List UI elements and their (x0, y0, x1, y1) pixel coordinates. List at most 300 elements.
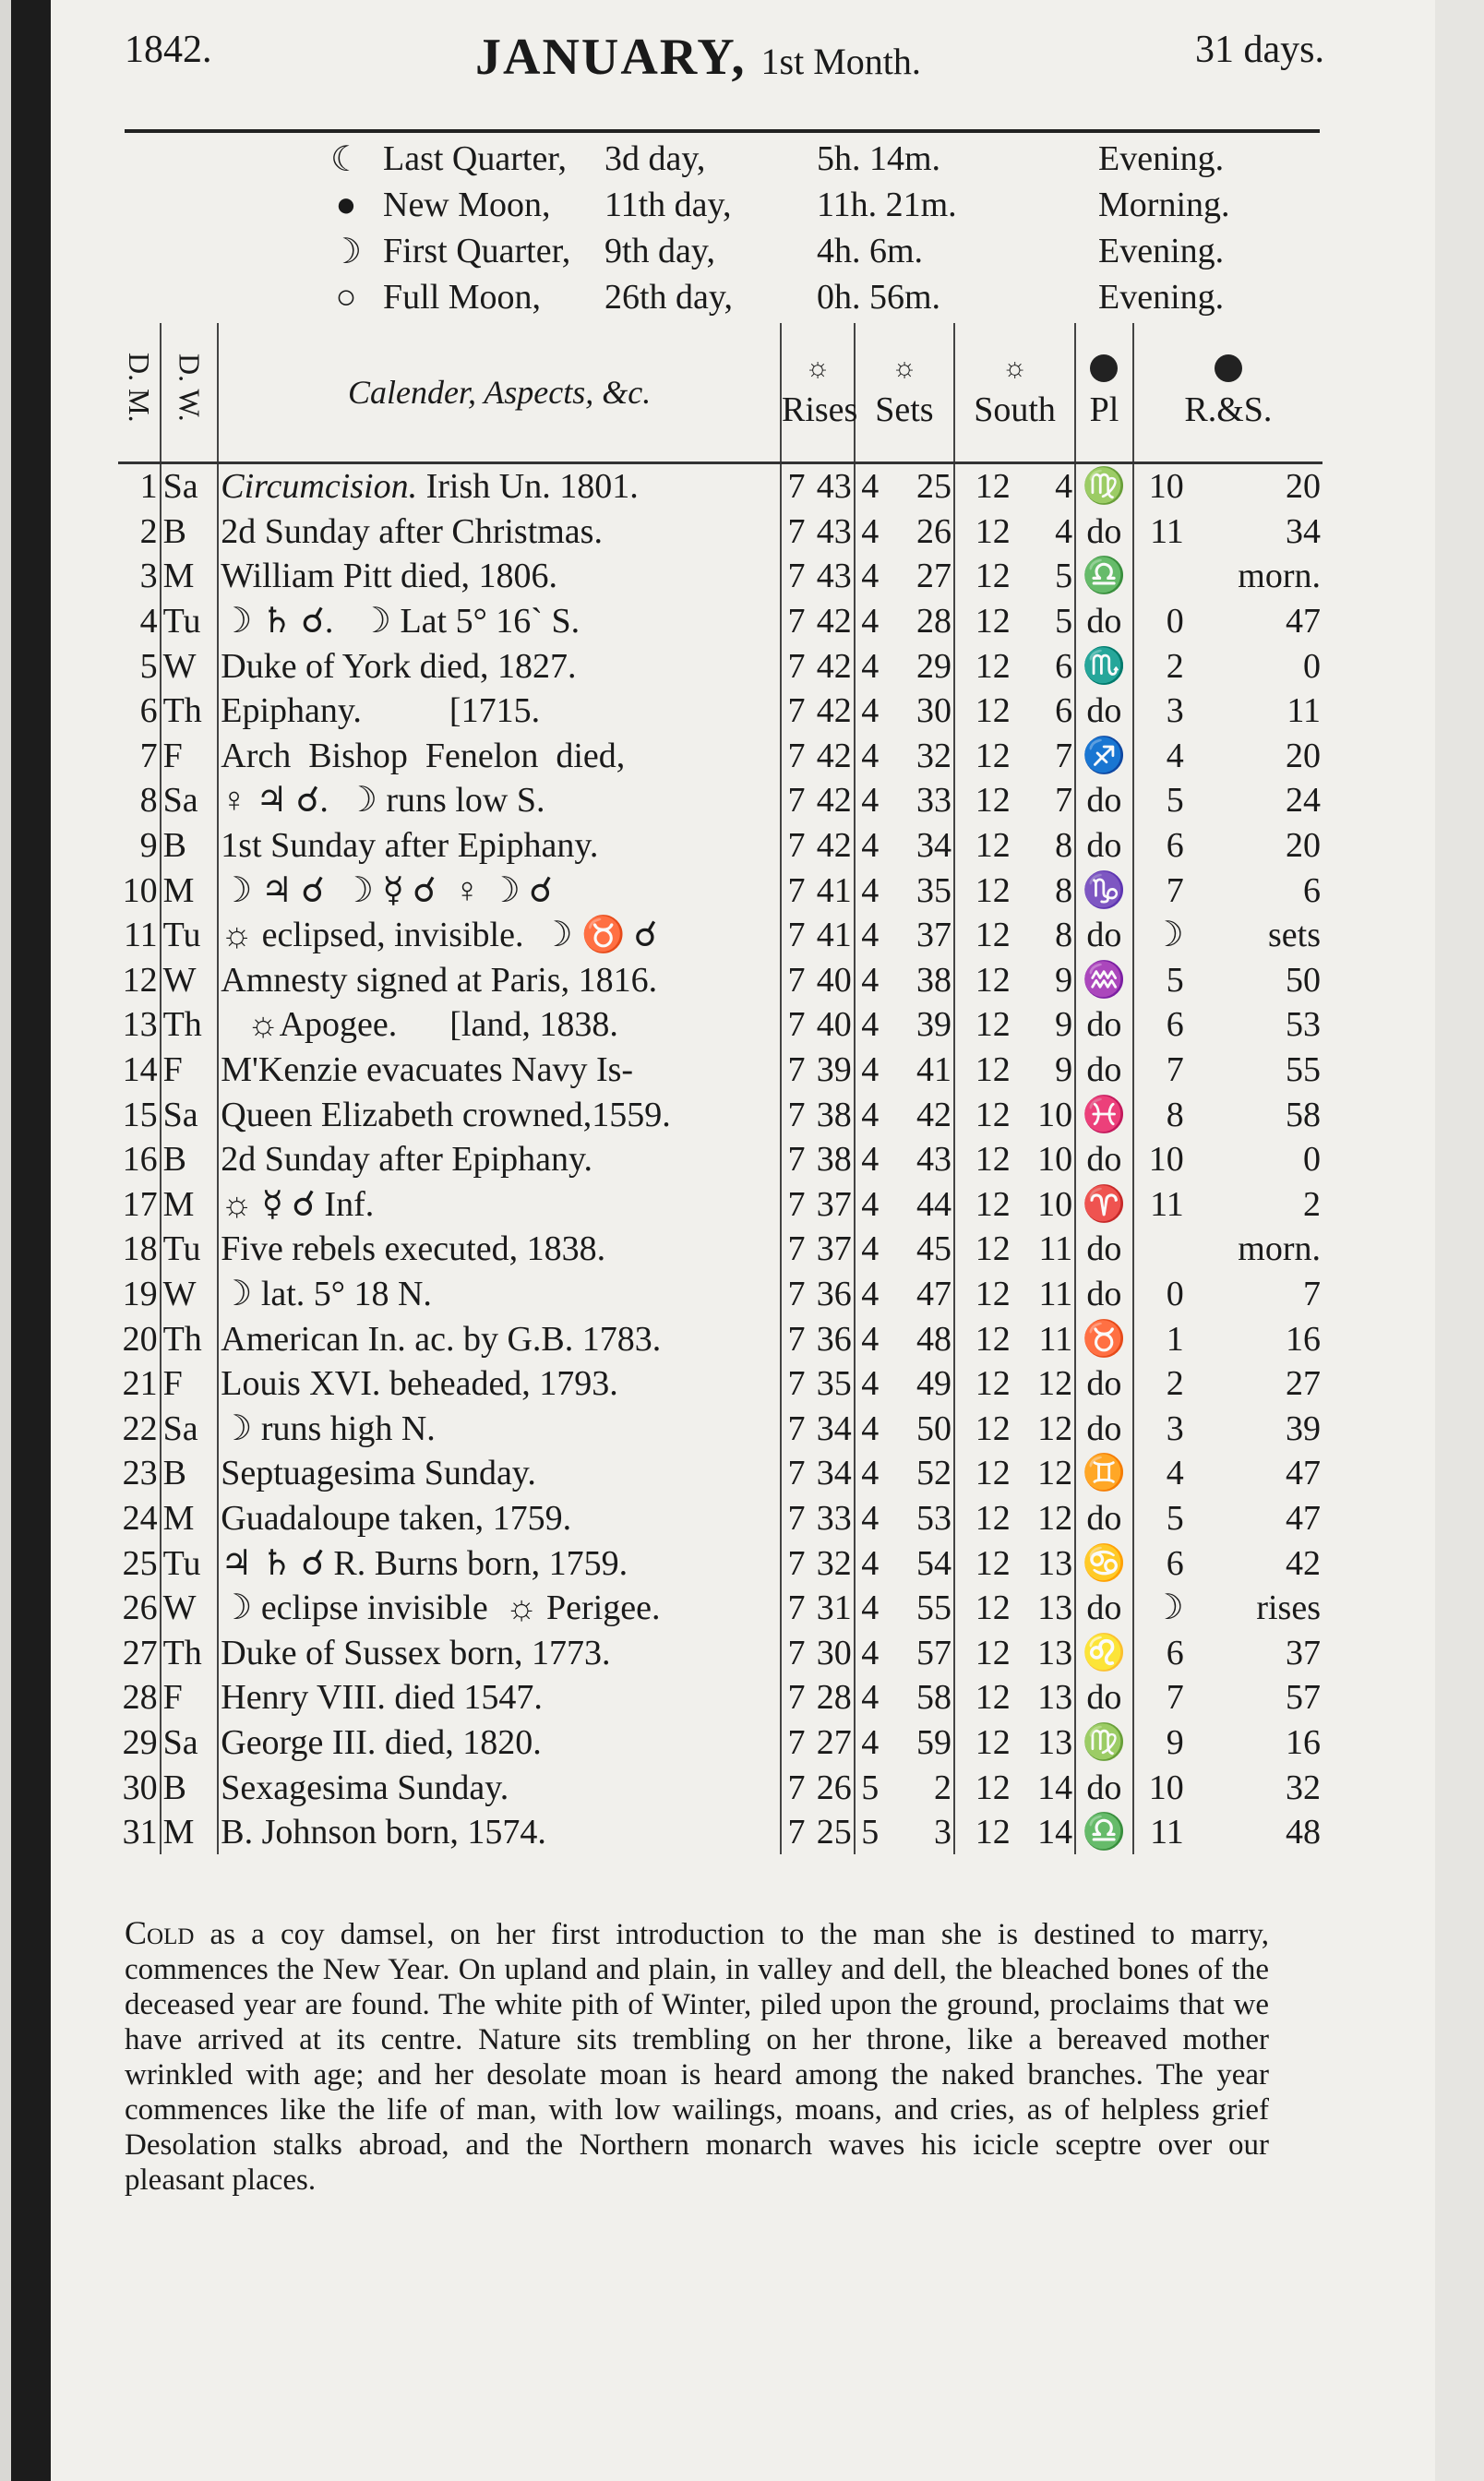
moon-place: do (1075, 599, 1133, 644)
table-row (118, 1630, 1322, 1675)
table-header-row (118, 323, 1322, 463)
table-row (118, 1227, 1322, 1272)
sunrise-minute: 38 (807, 1092, 854, 1137)
south-hour: 12 (975, 1633, 1011, 1672)
sunset-hour: 4 (861, 1588, 880, 1628)
sunset-hour: 4 (861, 1095, 880, 1134)
calendar-event (218, 823, 781, 869)
moon-rs-minute: 39 (1286, 1408, 1321, 1448)
sunset-minute: 53 (880, 1496, 954, 1541)
table-row (118, 913, 1322, 958)
moon-rs-minute: 7 (1303, 1274, 1321, 1313)
moon-rs-minute: 55 (1286, 1050, 1321, 1090)
day-of-month: 12 (118, 958, 161, 1003)
sunrise-minute: 39 (807, 1048, 854, 1093)
calendar-event (218, 1316, 781, 1361)
moon-rs-hour: ☽ (1152, 916, 1184, 955)
table-row (118, 509, 1322, 555)
moon-rs-minute: 20 (1286, 467, 1321, 507)
day-of-month: 9 (118, 823, 161, 869)
sunrise-hour: 7 (787, 1543, 806, 1583)
south-minute: 9 (1012, 1048, 1075, 1093)
header-pl-label: Pl (1089, 390, 1119, 429)
sunset-hour: 4 (861, 1678, 880, 1718)
day-of-month: 26 (118, 1586, 161, 1631)
day-of-month: 18 (118, 1227, 161, 1272)
sunrise-minute: 42 (807, 778, 854, 823)
south-minute: 9 (1012, 1002, 1075, 1048)
day-of-week: B (161, 1765, 219, 1810)
calendar-event (218, 599, 781, 644)
sunset-hour: 4 (861, 1184, 880, 1224)
south-minute: 14 (1012, 1765, 1075, 1810)
moon-place: ♉ (1075, 1316, 1133, 1361)
south-hour: 12 (975, 960, 1011, 1000)
sunrise-minute: 43 (807, 554, 854, 599)
sunset-minute: 52 (880, 1451, 954, 1496)
table-row (118, 1272, 1322, 1317)
sunrise-minute: 42 (807, 823, 854, 869)
calendar-event-text: ☽ eclipse invisible ☼ Perigee. (221, 1588, 661, 1628)
day-of-week: Sa (161, 778, 219, 823)
south-minute: 12 (1012, 1406, 1075, 1451)
sunset-hour: 4 (861, 781, 880, 821)
moon-rs-hour: 11 (1150, 1813, 1184, 1852)
moon-rs-hour: 7 (1166, 870, 1184, 910)
moon-place: ♌ (1075, 1630, 1133, 1675)
calendar-event (218, 1630, 781, 1675)
calendar-event-text: Amnesty signed at Paris, 1816. (221, 960, 658, 1000)
calendar-event-text: Guadaloupe taken, 1759. (221, 1498, 572, 1538)
sunrise-minute: 36 (807, 1272, 854, 1317)
south-minute: 5 (1012, 599, 1075, 644)
table-row (118, 1002, 1322, 1048)
page-header (125, 28, 1324, 92)
moon-phase-icon: ☽ (329, 233, 363, 271)
calendar-event-text: ☽ ♃ ☌ ☽ ☿ ☌ ♀ ☽ ☌ (221, 870, 553, 910)
sunrise-minute: 43 (807, 509, 854, 555)
day-of-week: Tu (161, 1540, 219, 1586)
south-hour: 12 (975, 781, 1011, 821)
sunset-minute: 39 (880, 1002, 954, 1048)
header-rs-label: R.&S. (1184, 390, 1273, 429)
day-of-week: B (161, 1451, 219, 1496)
table-row (118, 643, 1322, 689)
calendar-event (218, 1810, 781, 1855)
south-hour: 12 (975, 1722, 1011, 1762)
moon-place: do (1075, 1361, 1133, 1407)
sunrise-minute: 42 (807, 689, 854, 734)
south-minute: 13 (1012, 1586, 1075, 1631)
moon-rs-minute: 16 (1286, 1722, 1321, 1762)
moon-rs-minute: 53 (1286, 1005, 1321, 1045)
moon-rs-hour: 4 (1166, 736, 1184, 775)
moon-rs-minute: 20 (1286, 736, 1321, 775)
south-minute: 11 (1012, 1272, 1075, 1317)
moon-rs-minute: 50 (1286, 960, 1321, 1000)
day-of-month: 20 (118, 1316, 161, 1361)
moon-rs-hour: 10 (1148, 1768, 1184, 1807)
moon-phase-time: 4h. 6m. (817, 232, 924, 270)
day-of-week: M (161, 554, 219, 599)
sunrise-hour: 7 (787, 736, 806, 775)
sunrise-hour: 7 (787, 1274, 806, 1313)
sunset-hour: 4 (861, 1543, 880, 1583)
sunset-hour: 4 (861, 646, 880, 686)
south-hour: 12 (975, 557, 1011, 596)
south-minute: 13 (1012, 1630, 1075, 1675)
calendar-event (218, 913, 781, 958)
calendar-event (218, 1361, 781, 1407)
calendar-event-text: ♃ ♄ ☌ R. Burns born, 1759. (221, 1543, 628, 1583)
moon-rs-minute: 42 (1286, 1543, 1321, 1583)
moon-phase-name: New Moon, (383, 186, 551, 224)
south-hour: 12 (975, 1140, 1011, 1180)
moon-icon (1215, 354, 1242, 382)
moon-place: ♏ (1075, 643, 1133, 689)
south-hour: 12 (975, 1319, 1011, 1359)
calendar-event (218, 643, 781, 689)
sunrise-minute: 32 (807, 1540, 854, 1586)
sunset-minute: 42 (880, 1092, 954, 1137)
sunrise-hour: 7 (787, 646, 806, 686)
sunset-hour: 4 (861, 1722, 880, 1762)
sunset-minute: 44 (880, 1182, 954, 1228)
moon-rs-hour: 5 (1166, 960, 1184, 1000)
moon-rs-minute: 6 (1303, 870, 1321, 910)
sunset-minute: 27 (880, 554, 954, 599)
sunset-minute: 50 (880, 1406, 954, 1451)
table-row (118, 1048, 1322, 1093)
sunset-hour: 4 (861, 1005, 880, 1045)
table-row (118, 1316, 1322, 1361)
header-days: 31 days. (1195, 29, 1324, 71)
table-row (118, 778, 1322, 823)
day-of-week: Sa (161, 1720, 219, 1766)
calendar-event (218, 1406, 781, 1451)
sunrise-hour: 7 (787, 1588, 806, 1628)
sunrise-hour: 7 (787, 557, 806, 596)
calendar-event-text: ☼ eclipsed, invisible. ☽ ♉ ☌ (221, 916, 658, 955)
south-hour: 12 (975, 1408, 1011, 1448)
header-month-sub: 1st Month. (760, 41, 921, 82)
calendar-event-text: ☽ ♄ ☌. ☽ Lat 5° 16` S. (221, 602, 580, 641)
calendar-event (218, 958, 781, 1003)
south-minute: 10 (1012, 1092, 1075, 1137)
moon-place: ♎ (1075, 554, 1133, 599)
moon-rs-hour: 4 (1166, 1454, 1184, 1493)
sunset-hour: 4 (861, 1274, 880, 1313)
moon-place: do (1075, 823, 1133, 869)
south-hour: 12 (975, 1050, 1011, 1090)
sunrise-hour: 7 (787, 1722, 806, 1762)
moon-phase-time: 11h. 21m. (817, 186, 957, 224)
sunset-minute: 3 (880, 1810, 954, 1855)
table-row (118, 1675, 1322, 1720)
south-minute: 12 (1012, 1451, 1075, 1496)
sunset-hour: 4 (861, 1050, 880, 1090)
sun-icon: ☼ (805, 353, 831, 383)
table-row (118, 1496, 1322, 1541)
header-sets-label: Sets (875, 390, 934, 429)
moon-place: ♒ (1075, 958, 1133, 1003)
table-row (118, 1451, 1322, 1496)
moon-place: do (1075, 1675, 1133, 1720)
sunrise-hour: 7 (787, 826, 806, 866)
sunrise-hour: 7 (787, 1408, 806, 1448)
moon-rs-minute: 0 (1303, 646, 1321, 686)
calendar-event (218, 1227, 781, 1272)
sunrise-minute: 42 (807, 643, 854, 689)
sunrise-minute: 41 (807, 868, 854, 913)
sunrise-hour: 7 (787, 870, 806, 910)
moon-place: do (1075, 1496, 1133, 1541)
sunset-hour: 4 (861, 1498, 880, 1538)
day-of-month: 17 (118, 1182, 161, 1228)
sun-icon: ☼ (892, 353, 917, 383)
day-of-month: 23 (118, 1451, 161, 1496)
moon-place: ♋ (1075, 1540, 1133, 1586)
calendar-event-text: ☽ lat. 5° 18 N. (221, 1274, 432, 1313)
month-essay (125, 1915, 1269, 2198)
calendar-event (218, 1540, 781, 1586)
sunrise-hour: 7 (787, 1454, 806, 1493)
moon-rs-hour: 9 (1166, 1722, 1184, 1762)
sunset-minute: 32 (880, 734, 954, 779)
sunrise-minute: 40 (807, 1002, 854, 1048)
south-minute: 6 (1012, 689, 1075, 734)
moon-place: ♊ (1075, 1451, 1133, 1496)
calendar-event-text: ♀ ♃ ☌. ☽ runs low S. (221, 781, 545, 821)
day-of-month: 29 (118, 1720, 161, 1766)
calendar-event (218, 868, 781, 913)
moon-rs-hour: 11 (1150, 1184, 1184, 1224)
moon-phase-period: Evening. (1098, 139, 1225, 178)
table-row (118, 1720, 1322, 1766)
calendar-event (218, 1092, 781, 1137)
sunset-minute: 59 (880, 1720, 954, 1766)
sunrise-minute: 42 (807, 734, 854, 779)
table-row (118, 1092, 1322, 1137)
day-of-month: 30 (118, 1765, 161, 1810)
sunrise-hour: 7 (787, 1364, 806, 1404)
moon-rs-hour: 6 (1166, 1005, 1184, 1045)
sunrise-hour: 7 (787, 1319, 806, 1359)
sunrise-minute: 37 (807, 1182, 854, 1228)
moon-rs-minute: morn. (1238, 1229, 1321, 1269)
south-minute: 9 (1012, 958, 1075, 1003)
sunset-hour: 4 (861, 960, 880, 1000)
sunrise-hour: 7 (787, 511, 806, 551)
sunrise-minute: 38 (807, 1137, 854, 1182)
south-hour: 12 (975, 1678, 1011, 1718)
sunset-minute: 34 (880, 823, 954, 869)
day-of-week: W (161, 1586, 219, 1631)
south-minute: 8 (1012, 823, 1075, 869)
day-of-month: 11 (118, 913, 161, 958)
day-of-week: M (161, 1810, 219, 1855)
south-hour: 12 (975, 1768, 1011, 1807)
moon-rs-minute: 20 (1286, 826, 1321, 866)
moon-rs-minute: 57 (1286, 1678, 1321, 1718)
south-hour: 12 (975, 1184, 1011, 1224)
calendar-event-text: ☼ ☿ ☌ Inf. (221, 1184, 375, 1224)
south-minute: 4 (1012, 509, 1075, 555)
sunrise-hour: 7 (787, 691, 806, 731)
sunset-hour: 4 (861, 1364, 880, 1404)
sunset-hour: 4 (861, 467, 880, 507)
moon-phase-period: Evening. (1098, 232, 1225, 270)
moon-rs-minute: 37 (1286, 1633, 1321, 1672)
sunset-hour: 4 (861, 1140, 880, 1180)
sun-icon: ☼ (1001, 353, 1028, 383)
day-of-week: B (161, 823, 219, 869)
sunset-minute: 33 (880, 778, 954, 823)
day-of-month: 3 (118, 554, 161, 599)
calendar-event-text: 2d Sunday after Christmas. (221, 511, 603, 551)
header-south-label: South (974, 390, 1056, 429)
day-of-month: 16 (118, 1137, 161, 1182)
day-of-week: Th (161, 1316, 219, 1361)
south-minute: 12 (1012, 1496, 1075, 1541)
day-of-week: Th (161, 1002, 219, 1048)
sunset-minute: 49 (880, 1361, 954, 1407)
day-of-week: Sa (161, 1092, 219, 1137)
south-hour: 12 (975, 1543, 1011, 1583)
sunset-hour: 4 (861, 511, 880, 551)
moon-rs-hour: 6 (1166, 826, 1184, 866)
day-of-month: 28 (118, 1675, 161, 1720)
calendar-event-text: Irish Un. 1801. (417, 467, 639, 507)
moon-phase-time: 5h. 14m. (817, 139, 941, 178)
calendar-event-italic: Circumcision. (221, 467, 418, 507)
sunset-minute: 29 (880, 643, 954, 689)
sunrise-minute: 37 (807, 1227, 854, 1272)
sunrise-minute: 36 (807, 1316, 854, 1361)
south-hour: 12 (975, 870, 1011, 910)
sunrise-hour: 7 (787, 1095, 806, 1134)
sunrise-hour: 7 (787, 1050, 806, 1090)
moon-place: do (1075, 1137, 1133, 1182)
day-of-week: W (161, 643, 219, 689)
table-row (118, 868, 1322, 913)
moon-rs-hour: 10 (1148, 467, 1184, 507)
day-of-month: 22 (118, 1406, 161, 1451)
table-row (118, 1540, 1322, 1586)
moon-phase-time: 0h. 56m. (817, 278, 941, 317)
calendar-event-text: Epiphany. [1715. (221, 691, 541, 731)
south-hour: 12 (975, 691, 1011, 731)
moon-rs-minute: sets (1268, 916, 1321, 955)
day-of-week: Tu (161, 1227, 219, 1272)
calendar-event-text: Louis XVI. beheaded, 1793. (221, 1364, 618, 1404)
facing-page-edge (1435, 0, 1484, 2481)
moon-rs-hour: 0 (1166, 1274, 1184, 1313)
day-of-week: Sa (161, 463, 219, 509)
calendar-event (218, 1720, 781, 1766)
sunrise-minute: 40 (807, 958, 854, 1003)
moon-phase-icon: ○ (335, 278, 357, 317)
south-hour: 12 (975, 1229, 1011, 1269)
south-minute: 12 (1012, 1361, 1075, 1407)
sunset-minute: 25 (880, 463, 954, 509)
sunset-hour: 4 (861, 1408, 880, 1448)
header-dm-label: D. M. (122, 353, 156, 423)
day-of-week: F (161, 1361, 219, 1407)
sunrise-minute: 26 (807, 1765, 854, 1810)
table-row (118, 689, 1322, 734)
moon-phase-period: Evening. (1098, 278, 1225, 317)
calendar-event-text: ☽ runs high N. (221, 1408, 436, 1448)
south-hour: 12 (975, 1454, 1011, 1493)
header-dw-label: D. W. (173, 354, 207, 422)
sunrise-minute: 41 (807, 913, 854, 958)
day-of-month: 14 (118, 1048, 161, 1093)
calendar-event (218, 1272, 781, 1317)
sunset-hour: 4 (861, 826, 880, 866)
day-of-month: 5 (118, 643, 161, 689)
moon-rs-hour: 3 (1166, 1408, 1184, 1448)
header-year: 1842. (125, 29, 212, 71)
moon-phase-name: First Quarter, (383, 232, 571, 270)
calendar-event-text: Duke of Sussex born, 1773. (221, 1633, 611, 1672)
sunset-hour: 4 (861, 870, 880, 910)
moon-rs-hour: ☽ (1152, 1588, 1184, 1628)
calendar-event-text: Arch Bishop Fenelon died, (221, 736, 626, 775)
calendar-event-text: 2d Sunday after Epiphany. (221, 1140, 593, 1180)
moon-rs-minute: 27 (1286, 1364, 1321, 1404)
sunrise-minute: 30 (807, 1630, 854, 1675)
moon-place: do (1075, 689, 1133, 734)
sunrise-hour: 7 (787, 1005, 806, 1045)
header-rises-label: Rises (781, 390, 858, 429)
table-row (118, 1810, 1322, 1855)
calendar-event (218, 1451, 781, 1496)
moon-rs-minute: 48 (1286, 1813, 1321, 1852)
south-minute: 8 (1012, 868, 1075, 913)
sunset-minute: 37 (880, 913, 954, 958)
day-of-week: F (161, 1675, 219, 1720)
sunrise-hour: 7 (787, 781, 806, 821)
sunset-hour: 4 (861, 916, 880, 955)
south-hour: 12 (975, 1813, 1011, 1852)
header-dm (118, 323, 161, 463)
south-hour: 12 (975, 1364, 1011, 1404)
sunset-hour: 4 (861, 1319, 880, 1359)
moon-place: ♎ (1075, 1810, 1133, 1855)
sunrise-hour: 7 (787, 1229, 806, 1269)
sunrise-minute: 28 (807, 1675, 854, 1720)
moon-rs-hour: 5 (1166, 781, 1184, 821)
day-of-month: 6 (118, 689, 161, 734)
south-minute: 13 (1012, 1675, 1075, 1720)
sunset-minute: 54 (880, 1540, 954, 1586)
table-row (118, 1765, 1322, 1810)
day-of-week: W (161, 1272, 219, 1317)
day-of-month: 2 (118, 509, 161, 555)
moon-place: ♓ (1075, 1092, 1133, 1137)
moon-rs-minute: rises (1256, 1588, 1321, 1628)
moon-place: do (1075, 1586, 1133, 1631)
south-minute: 13 (1012, 1540, 1075, 1586)
moon-place: ♑ (1075, 868, 1133, 913)
calendar-event-text: Sexagesima Sunday. (221, 1768, 509, 1807)
header-month (475, 28, 921, 87)
calendar-event-text: B. Johnson born, 1574. (221, 1813, 546, 1852)
day-of-week: M (161, 868, 219, 913)
calendar-event-text: George III. died, 1820. (221, 1722, 542, 1762)
header-rule (125, 129, 1320, 133)
